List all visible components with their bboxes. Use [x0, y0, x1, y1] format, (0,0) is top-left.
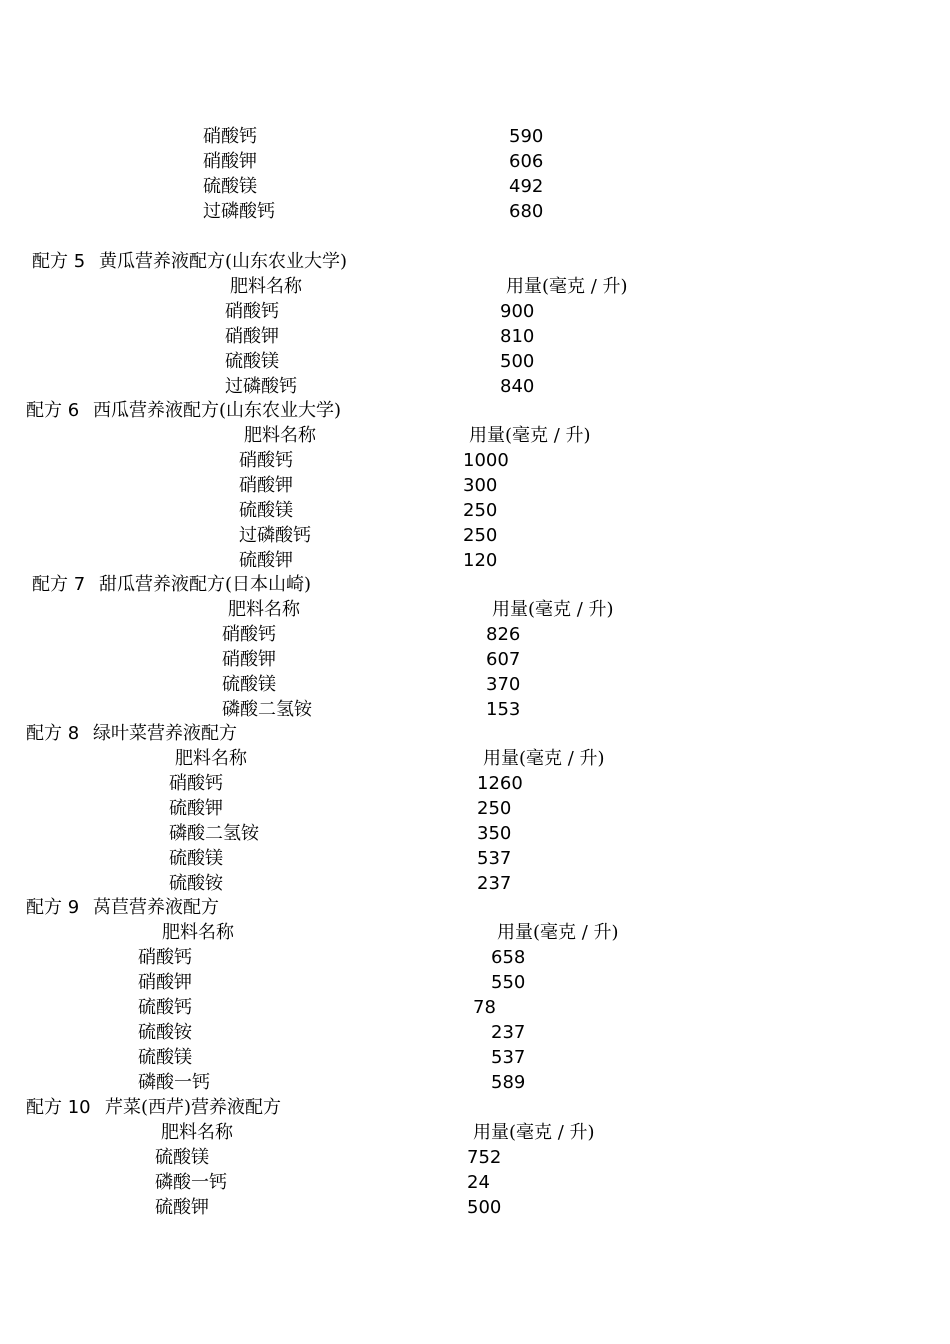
fertilizer-amount: 537	[477, 848, 512, 869]
formula-title: 绿叶菜营养液配方	[93, 723, 237, 744]
fertilizer-name: 过磷酸钙	[239, 525, 311, 546]
fertilizer-name: 过磷酸钙	[225, 376, 297, 397]
amount-column-header: 用量(毫克 / 升)	[492, 599, 614, 620]
fertilizer-name: 硫酸镁	[138, 1047, 192, 1068]
fertilizer-amount: 590	[509, 126, 544, 147]
fertilizer-amount: 250	[463, 525, 498, 546]
fertilizer-name: 硫酸镁	[203, 176, 257, 197]
formula-label: 配方 5	[32, 251, 86, 272]
fertilizer-amount: 589	[491, 1072, 526, 1093]
formula-label: 配方 10	[26, 1097, 91, 1118]
fertilizer-amount: 1000	[463, 450, 509, 471]
formula-label: 配方 8	[26, 723, 80, 744]
fertilizer-amount: 153	[486, 699, 521, 720]
fertilizer-amount: 300	[463, 475, 498, 496]
fertilizer-name: 硝酸钾	[239, 475, 293, 496]
fertilizer-name: 磷酸二氢铵	[169, 823, 259, 844]
name-column-header: 肥料名称	[161, 1122, 233, 1143]
fertilizer-name: 硫酸钾	[169, 798, 223, 819]
fertilizer-amount: 658	[491, 947, 526, 968]
fertilizer-amount: 810	[500, 326, 535, 347]
amount-column-header: 用量(毫克 / 升)	[506, 276, 628, 297]
fertilizer-name: 硫酸镁	[155, 1147, 209, 1168]
fertilizer-name: 硫酸镁	[169, 848, 223, 869]
fertilizer-amount: 826	[486, 624, 521, 645]
formula-title: 西瓜营养液配方(山东农业大学)	[93, 400, 342, 421]
formula-label: 配方 7	[32, 574, 86, 595]
fertilizer-name: 硫酸镁	[239, 500, 293, 521]
fertilizer-amount: 350	[477, 823, 512, 844]
fertilizer-name: 硫酸铵	[138, 1022, 192, 1043]
fertilizer-name: 硝酸钾	[138, 972, 192, 993]
fertilizer-name: 硝酸钙	[203, 126, 257, 147]
formula-title: 芹菜(西芹)营养液配方	[105, 1097, 282, 1118]
formula-label: 配方 6	[26, 400, 80, 421]
fertilizer-name: 硝酸钙	[138, 947, 192, 968]
name-column-header: 肥料名称	[228, 599, 300, 620]
fertilizer-name: 磷酸一钙	[155, 1172, 227, 1193]
fertilizer-amount: 24	[467, 1172, 490, 1193]
fertilizer-amount: 250	[477, 798, 512, 819]
fertilizer-amount: 237	[477, 873, 512, 894]
name-column-header: 肥料名称	[162, 922, 234, 943]
fertilizer-amount: 492	[509, 176, 544, 197]
fertilizer-amount: 78	[473, 997, 496, 1018]
fertilizer-amount: 606	[509, 151, 544, 172]
amount-column-header: 用量(毫克 / 升)	[473, 1122, 595, 1143]
fertilizer-name: 硝酸钙	[225, 301, 279, 322]
fertilizer-name: 硝酸钙	[222, 624, 276, 645]
fertilizer-name: 硫酸钙	[138, 997, 192, 1018]
fertilizer-amount: 550	[491, 972, 526, 993]
amount-column-header: 用量(毫克 / 升)	[469, 425, 591, 446]
fertilizer-amount: 250	[463, 500, 498, 521]
fertilizer-amount: 500	[500, 351, 535, 372]
fertilizer-name: 硝酸钙	[239, 450, 293, 471]
fertilizer-name: 过磷酸钙	[203, 201, 275, 222]
fertilizer-name: 硫酸镁	[222, 674, 276, 695]
fertilizer-amount: 607	[486, 649, 521, 670]
name-column-header: 肥料名称	[244, 425, 316, 446]
formula-title: 莴苣营养液配方	[93, 897, 219, 918]
fertilizer-name: 硝酸钙	[169, 773, 223, 794]
fertilizer-amount: 680	[509, 201, 544, 222]
fertilizer-amount: 537	[491, 1047, 526, 1068]
fertilizer-name: 硫酸钾	[239, 550, 293, 571]
fertilizer-name: 硝酸钾	[203, 151, 257, 172]
fertilizer-name: 磷酸一钙	[138, 1072, 210, 1093]
formula-title: 黄瓜营养液配方(山东农业大学)	[99, 251, 348, 272]
amount-column-header: 用量(毫克 / 升)	[483, 748, 605, 769]
amount-column-header: 用量(毫克 / 升)	[497, 922, 619, 943]
fertilizer-name: 磷酸二氢铵	[222, 699, 312, 720]
fertilizer-amount: 840	[500, 376, 535, 397]
formula-title: 甜瓜营养液配方(日本山崎)	[99, 574, 312, 595]
fertilizer-name: 硫酸铵	[169, 873, 223, 894]
fertilizer-amount: 752	[467, 1147, 502, 1168]
fertilizer-amount: 120	[463, 550, 498, 571]
name-column-header: 肥料名称	[175, 748, 247, 769]
fertilizer-name: 硝酸钾	[225, 326, 279, 347]
fertilizer-name: 硫酸钾	[155, 1197, 209, 1218]
fertilizer-amount: 500	[467, 1197, 502, 1218]
fertilizer-amount: 370	[486, 674, 521, 695]
formula-label: 配方 9	[26, 897, 80, 918]
fertilizer-amount: 1260	[477, 773, 523, 794]
fertilizer-amount: 900	[500, 301, 535, 322]
fertilizer-name: 硝酸钾	[222, 649, 276, 670]
fertilizer-name: 硫酸镁	[225, 351, 279, 372]
name-column-header: 肥料名称	[230, 276, 302, 297]
fertilizer-amount: 237	[491, 1022, 526, 1043]
